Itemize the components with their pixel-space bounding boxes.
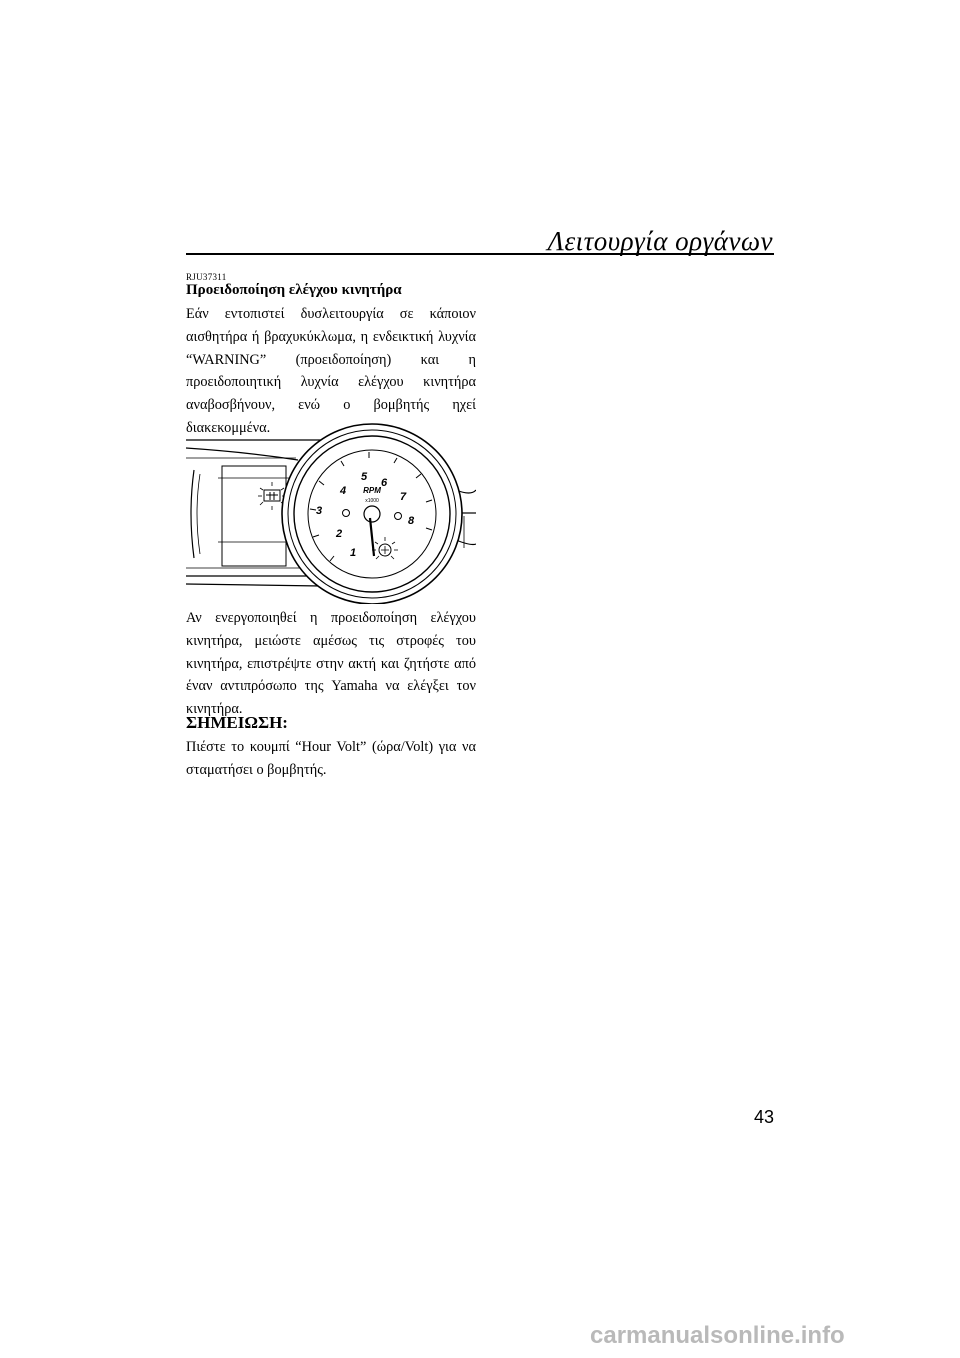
dial-number-1: 1	[350, 547, 357, 559]
page-number: 43	[754, 1107, 775, 1127]
section-code: RJU37311	[186, 272, 227, 282]
section-title: Προειδοποίηση ελέγχου κινητήρα	[186, 282, 402, 298]
dial-number-7: 7	[400, 491, 407, 503]
paragraph-action: Αν ενεργοποιηθεί η προειδοποίηση ελέγχου κινητήρα, μειώστε αμέσως τις στροφές του κινητήρα, επιστρέψτε στην ακτή και ζητήστε από έναν αντιπρόσωπο της Yamaha να ελέγξει τον κινητήρα.	[186, 610, 476, 718]
dial-number-6: 6	[381, 477, 388, 489]
gauge-rpm-sublabel: x1000	[365, 498, 379, 504]
header-rule	[186, 253, 774, 255]
indicator-light-left	[343, 510, 350, 517]
dial-number-3: 3	[316, 505, 323, 517]
dial-number-4: 4	[340, 485, 347, 497]
tachometer-gauge	[282, 424, 462, 604]
paragraph-intro: Εάν εντοπιστεί δυσλειτουργία σε κάποιον αισθητήρα ή βραχυκύκλωμα, η ενδεικτική λυχνία “WARNING” (προειδοποίηση) και η προειδοποιητική λυχνία ελέγχου κινητήρα αναβοσβήνουν, ενώ ο βομβητής ηχεί διακεκομμένα.	[186, 306, 476, 436]
note-text: Πιέστε το κουμπί “Hour Volt” (ώρα/Volt) για να σταματήσει ο βομβητής.	[186, 739, 476, 778]
dial-number-5: 5	[361, 471, 368, 483]
note-heading: ΣΗΜΕΙΩΣΗ:	[186, 713, 288, 732]
needle-hub	[364, 506, 380, 522]
tachometer-figure	[186, 418, 476, 604]
dial-number-8: 8	[408, 515, 415, 527]
watermark: carmanualsonline.info	[590, 1322, 845, 1349]
dial-number-2: 2	[336, 528, 343, 540]
indicator-light-right	[395, 513, 402, 520]
chapter-title: Λειτουργία οργάνων	[547, 226, 773, 256]
gauge-rpm-label: RPM	[363, 486, 381, 495]
